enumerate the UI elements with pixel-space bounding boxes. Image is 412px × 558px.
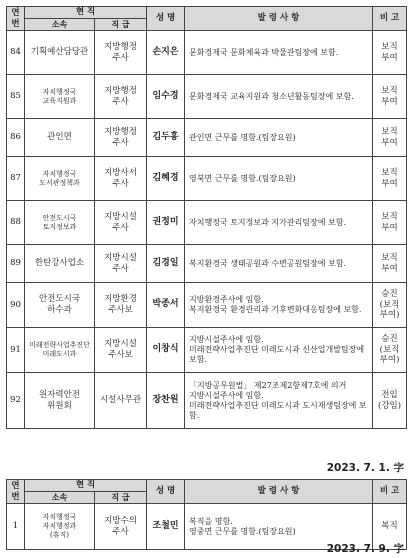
row-content: 관인면 근무를 명함.(팀장요원) (185, 119, 373, 157)
header-current: 현 직 (25, 480, 147, 492)
header-rank: 직 급 (95, 492, 147, 504)
row-content: 문화경제국 문화체육과 박물관팀장에 보함. (185, 31, 373, 75)
row-rank: 지방시설 주사 (95, 201, 147, 245)
header-name: 성 명 (147, 480, 185, 504)
row-rank: 지방사서 주사 (95, 157, 147, 201)
table-row (7, 157, 407, 201)
header-no (7, 7, 25, 31)
row-number: 87 (7, 157, 25, 201)
row-org: 자치행정국 자치행정과 (휴직) (25, 504, 95, 550)
date-stamp-1: 2023. 7. 1. 字 (326, 462, 404, 474)
row-rank: 지방수의 주사 (95, 504, 147, 550)
header-no-top: 연 (11, 7, 20, 18)
row-number: 91 (7, 328, 25, 373)
row-number: 1 (7, 504, 25, 550)
row-remark: 승진 (보직 부여) (373, 283, 407, 328)
row-name: 임수경 (147, 75, 185, 119)
row-remark: 보직 부여 (373, 31, 407, 75)
row-org: 자치행정국 도서관정책과 (25, 157, 95, 201)
row-name: 손지은 (147, 31, 185, 75)
row-number: 90 (7, 283, 25, 328)
row-rank: 시설사무관 (95, 373, 147, 429)
row-name: 김혜경 (147, 157, 185, 201)
row-org: 자치행정국 교육지원과 (25, 75, 95, 119)
header-no-bottom: 번 (11, 491, 20, 502)
row-content: 복지환경국 생태공원과 수변공원팀장에 보함. (185, 245, 373, 283)
header-org: 소속 (25, 492, 95, 504)
header-content: 발 령 사 항 (185, 480, 373, 504)
row-content: 영북면 근무를 명함.(팀장요원) (185, 157, 373, 201)
header-no (7, 480, 25, 504)
header-no-bottom: 번 (11, 18, 20, 29)
row-content: 지방환경주사에 임함. 복지환경국 환경관리과 기후변화대응팀장에 보함. (185, 283, 373, 328)
table-row (7, 75, 407, 119)
row-remark: 보직 부여 (373, 75, 407, 119)
appointment-table-2 (6, 479, 407, 550)
row-remark: 보직 부여 (373, 157, 407, 201)
row-number: 86 (7, 119, 25, 157)
row-number: 88 (7, 201, 25, 245)
row-remark: 보직 부여 (373, 119, 407, 157)
row-remark: 보직 부여 (373, 201, 407, 245)
table-row (7, 245, 407, 283)
header-current: 현 직 (25, 7, 147, 19)
row-content: 복직을 명함. 영중면 근무를 명함.(팀장요원) (185, 504, 373, 550)
row-name: 김경일 (147, 245, 185, 283)
row-org: 원자력안전 위원회 (25, 373, 95, 429)
appointment-table-1 (6, 6, 407, 429)
row-remark: 보직 부여 (373, 245, 407, 283)
row-name: 장찬원 (147, 373, 185, 429)
table-row (7, 31, 407, 75)
row-org: 안전도시국 토지정보과 (25, 201, 95, 245)
row-number: 92 (7, 373, 25, 429)
row-name: 김두흥 (147, 119, 185, 157)
table-row (7, 283, 407, 328)
table-row (7, 119, 407, 157)
row-rank: 지방시설 주사보 (95, 328, 147, 373)
row-rank: 지방행정 주사 (95, 75, 147, 119)
header-no-top: 연 (11, 480, 20, 491)
row-remark: 승진 (보직 부여) (373, 328, 407, 373)
row-org: 한탄강사업소 (25, 245, 95, 283)
header-name: 성 명 (147, 7, 185, 31)
row-org: 기획예산담당관 (25, 31, 95, 75)
row-org: 관인면 (25, 119, 95, 157)
table-row (7, 201, 407, 245)
row-remark: 복직 (373, 504, 407, 550)
row-name: 조철민 (147, 504, 185, 550)
row-name: 박종서 (147, 283, 185, 328)
row-content: 「지방공무원법」 제27조제2항제7호에 의거 지방시설주사에 임함. 미래전략사업추진단 미래도시과 도시재생팀장에 보함. (185, 373, 373, 429)
header-remark: 비 고 (373, 7, 407, 31)
row-number: 89 (7, 245, 25, 283)
header-remark: 비 고 (373, 480, 407, 504)
row-content: 자치행정국 토지정보과 지가관리팀장에 보함. (185, 201, 373, 245)
header-org: 소속 (25, 19, 95, 31)
header-rank: 직 급 (95, 19, 147, 31)
row-name: 권정미 (147, 201, 185, 245)
row-rank: 지방환경 주사보 (95, 283, 147, 328)
row-number: 85 (7, 75, 25, 119)
date-stamp-2: 2023. 7. 9. 字 (326, 543, 404, 555)
row-org: 미래전략사업추진단 미래도시과 (25, 328, 95, 373)
table-row (7, 373, 407, 429)
row-remark: 전입 (강임) (373, 373, 407, 429)
header-content: 발 령 사 항 (185, 7, 373, 31)
row-number: 84 (7, 31, 25, 75)
table-row (7, 328, 407, 373)
row-rank: 지방시설 주사 (95, 245, 147, 283)
row-content: 문화경제국 교육지원과 청소년활동팀장에 보함. (185, 75, 373, 119)
row-content: 지방시설주사에 임함. 미래전략사업추진단 미래도시과 신산업개발팀장에 보함. (185, 328, 373, 373)
row-name: 이창식 (147, 328, 185, 373)
row-rank: 지방행정 주사 (95, 31, 147, 75)
row-org: 안전도시국 하수과 (25, 283, 95, 328)
row-rank: 지방행정 주사 (95, 119, 147, 157)
